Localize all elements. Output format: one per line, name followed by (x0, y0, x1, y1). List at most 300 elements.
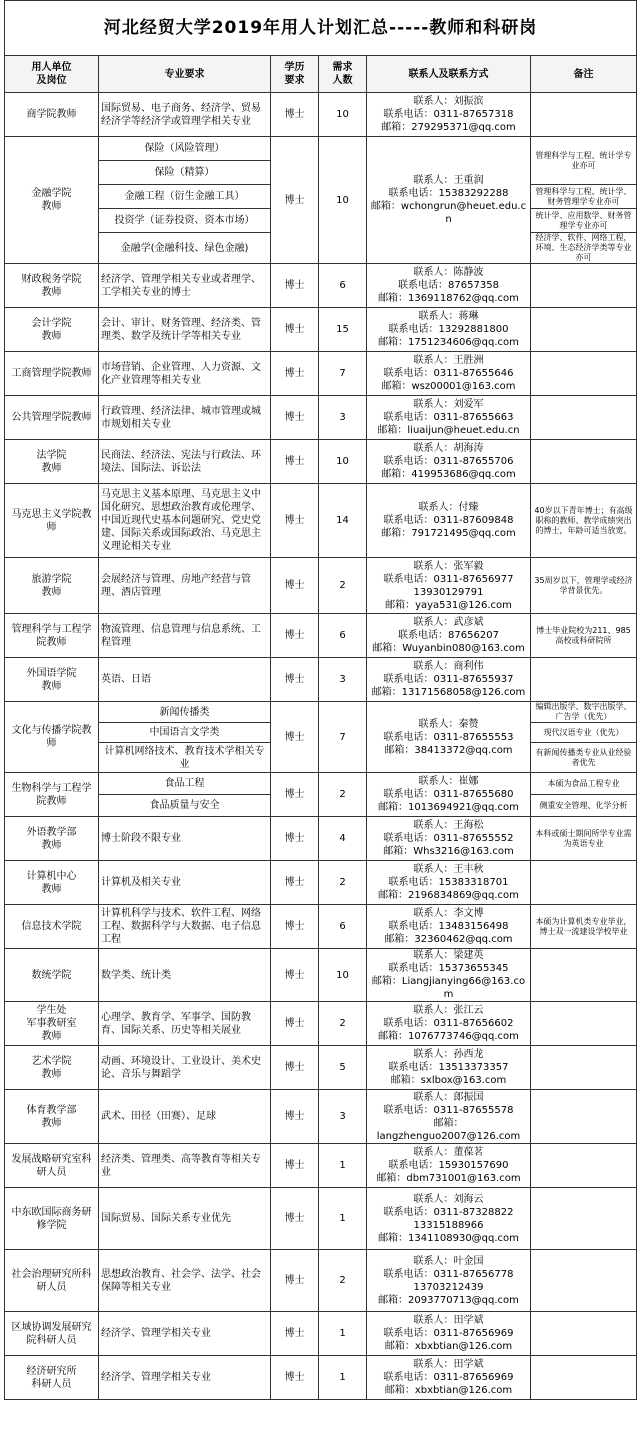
contact-cell (367, 1188, 531, 1250)
contact-line: 邮箱：279295371@qq.com (381, 122, 516, 133)
contact-cell (367, 861, 531, 905)
unit-line: 教师 (41, 586, 62, 598)
contact-line: 联系电话：0311-87655706 (383, 456, 514, 467)
table-row (5, 773, 637, 795)
degree-cell: 博士 (271, 1312, 319, 1356)
unit-line: 教师 (41, 680, 62, 692)
unit-cell (5, 308, 99, 352)
unit-line: 法学院 (36, 449, 67, 461)
degree-cell: 博士 (271, 817, 319, 861)
unit-line: 数统学院 (31, 969, 72, 981)
unit-line: 旅游学院 (31, 573, 72, 585)
header-degree-line: 学历 (284, 62, 305, 73)
contact-cell (367, 1144, 531, 1188)
contact-line: 联系电话：0311-87655937 (383, 674, 514, 685)
header-unit (5, 56, 99, 93)
major-cell (99, 264, 271, 308)
count-cell: 14 (319, 484, 367, 558)
note-line: 现代汉语专业（优先） (543, 727, 624, 737)
contact-line: 联系电话：0311-87655552 (383, 833, 514, 844)
table-row (5, 702, 637, 723)
count-cell: 2 (319, 1002, 367, 1046)
table-row (5, 558, 637, 614)
unit-cell (5, 484, 99, 558)
header-count (319, 56, 367, 93)
unit-cell (5, 949, 99, 1002)
count-cell: 1 (319, 1188, 367, 1250)
major-cell (99, 484, 271, 558)
major-line: 国际贸易、国际关系专业优先 (101, 1213, 231, 1224)
table-row (5, 1356, 637, 1400)
note-cell (531, 861, 637, 905)
contact-line: 联系人：田学斌 (413, 1315, 484, 1326)
note-line: 管理科学与工程、统计学专业亦可 (535, 150, 632, 170)
table-row (5, 1002, 637, 1046)
contact-line: 联系电话：13292881800 (388, 324, 509, 335)
unit-cell (5, 702, 99, 773)
degree-cell: 博士 (271, 308, 319, 352)
note-cell (531, 137, 637, 185)
count-cell: 10 (319, 93, 367, 137)
note-cell (531, 1002, 637, 1046)
contact-line: 邮箱：yaya531@126.com (385, 599, 512, 611)
unit-cell (5, 1188, 99, 1250)
contact-line: 邮箱：xbxbtian@126.com (384, 1341, 513, 1352)
major-line: 计算机及相关专业 (101, 877, 181, 888)
contact-line: 联系人：王重润 (413, 175, 484, 186)
note-cell (531, 1188, 637, 1250)
note-cell (531, 558, 637, 614)
note-cell (531, 352, 637, 396)
unit-line: 体育教学部 (26, 1104, 77, 1116)
major-line: 会计、审计、财务管理、经济类、管理类、数学及统计学等相关专业 (101, 317, 261, 342)
note-cell (531, 723, 637, 743)
contact-line: 邮箱：Wuyanbin080@163.com (372, 643, 525, 654)
contact-cell (367, 352, 531, 396)
note-line: 编辑出版学、数字出版学、广告学（优先） (535, 702, 632, 721)
major-cell (99, 558, 271, 614)
major-line: 保险（风险管理） (144, 143, 225, 154)
contact-cell (367, 949, 531, 1002)
major-line: 金融工程（衍生金融工具） (124, 191, 245, 202)
contact-line: 邮箱：xbxbtian@126.com (384, 1385, 513, 1396)
table-row (5, 905, 637, 949)
contact-line: 联系电话：0311-87655578 (383, 1104, 514, 1116)
note-cell (531, 1250, 637, 1312)
table-row (5, 861, 637, 905)
contact-line: 邮箱：wchongrun@heuet.edu.cn (370, 201, 527, 225)
note-cell (531, 1046, 637, 1090)
contact-line: 联系电话：15383292288 (388, 188, 509, 199)
major-cell (99, 1250, 271, 1312)
unit-line: 生物科学与工程学院教师 (11, 782, 92, 807)
unit-cell (5, 614, 99, 658)
degree-cell: 博士 (271, 264, 319, 308)
unit-line: 区域协调发展研究院科研人员 (11, 1321, 92, 1346)
header-unit-line: 及岗位 (36, 75, 67, 86)
contact-line: 联系电话：15373655345 (388, 963, 509, 974)
table-row (5, 264, 637, 308)
major-cell (99, 1002, 271, 1046)
unit-line: 会计学院 (31, 317, 72, 329)
contact-line: 联系人：董葆茗 (413, 1147, 484, 1158)
unit-cell (5, 352, 99, 396)
count-cell: 1 (319, 1144, 367, 1188)
contact-line: 联系电话：0311-87655553 (383, 731, 514, 743)
contact-line: 联系电话：0311-87656969 (383, 1372, 514, 1383)
note-cell (531, 614, 637, 658)
page-title: 河北经贸大学2019年用人计划汇总-----教师和科研岗 (5, 1, 637, 56)
degree-cell: 博士 (271, 352, 319, 396)
major-cell (99, 1144, 271, 1188)
unit-line: 计算机中心 (26, 870, 77, 882)
note-cell (531, 264, 637, 308)
major-line: 会展经济与管理、房地产经营与管理、酒店管理 (101, 573, 251, 598)
unit-line: 金融学院 (31, 188, 72, 199)
contact-line: 邮箱：38413372@qq.com (384, 744, 513, 756)
contact-cell (367, 93, 531, 137)
contact-line: 邮箱：2093770713@qq.com (378, 1294, 519, 1306)
major-cell (99, 308, 271, 352)
degree-cell: 博士 (271, 558, 319, 614)
major-line: 物流管理、信息管理与信息系统、工程管理 (101, 623, 261, 648)
contact-line: 邮箱：1076773746@qq.com (378, 1031, 519, 1042)
contact-line: langzhenguo2007@126.com (376, 1130, 521, 1142)
unit-line: 发展战略研究室科研人员 (11, 1153, 92, 1178)
table-row (5, 1188, 637, 1250)
table-row (5, 1090, 637, 1144)
contact-cell (367, 614, 531, 658)
unit-cell (5, 1356, 99, 1400)
count-cell: 2 (319, 861, 367, 905)
table-row (5, 1312, 637, 1356)
contact-line: 邮箱：liuaijun@heuet.edu.cn (377, 425, 520, 436)
note-cell (531, 308, 637, 352)
unit-line: 教师 (41, 1117, 62, 1129)
major-cell (99, 795, 271, 817)
count-cell: 7 (319, 702, 367, 773)
unit-line: 中东欧国际商务研修学院 (11, 1206, 92, 1231)
major-cell (99, 1356, 271, 1400)
note-cell (531, 185, 637, 209)
unit-line: 教师 (41, 1068, 62, 1080)
contact-line: 联系电话：0311-87655663 (383, 412, 514, 423)
contact-line: 邮箱：Whs3216@163.com (383, 846, 514, 857)
degree-cell: 博士 (271, 1188, 319, 1250)
contact-line: 邮箱：Liangjianying66@163.com (371, 976, 526, 1000)
note-cell (531, 396, 637, 440)
table-row (5, 817, 637, 861)
degree-cell: 博士 (271, 440, 319, 484)
major-cell (99, 352, 271, 396)
contact-line: 邮箱：dbm731001@163.com (376, 1173, 521, 1184)
major-cell (99, 1046, 271, 1090)
unit-line: 信息技术学院 (21, 921, 82, 932)
contact-line: 联系人：张军毅 (413, 560, 484, 572)
count-cell: 3 (319, 658, 367, 702)
major-cell (99, 723, 271, 743)
major-line: 数学类、统计类 (101, 969, 171, 981)
contact-line: 13315188966 (413, 1219, 484, 1231)
table-row (5, 484, 637, 558)
contact-cell (367, 137, 531, 264)
header-note: 备注 (531, 56, 637, 93)
unit-line: 公共管理学院教师 (11, 412, 92, 423)
table-row (5, 1250, 637, 1312)
degree-cell: 博士 (271, 773, 319, 817)
count-cell: 2 (319, 773, 367, 817)
major-cell (99, 161, 271, 185)
unit-cell (5, 1046, 99, 1090)
contact-line: 邮箱：32360462@qq.com (384, 934, 513, 945)
note-cell (531, 1090, 637, 1144)
unit-cell (5, 1250, 99, 1312)
unit-line: 文化与传播学院教师 (11, 725, 92, 749)
note-line: 40岁以下青年博士；有高级职称的教师、教学成绩突出的博士，年龄可适当放宽。 (534, 505, 633, 535)
contact-line: 联系人：崔娜 (418, 776, 479, 787)
note-cell (531, 743, 637, 773)
contact-line: 邮箱： (433, 1117, 464, 1129)
contact-line: 联系人：秦赞 (418, 718, 479, 730)
contact-cell (367, 484, 531, 558)
note-line: 侧重安全管理、化学分析 (539, 800, 628, 810)
unit-cell (5, 93, 99, 137)
note-cell (531, 209, 637, 233)
major-cell (99, 185, 271, 209)
unit-line: 艺术学院 (31, 1055, 72, 1067)
header-contact: 联系人及联系方式 (367, 56, 531, 93)
header-count-line: 需求 (332, 62, 353, 73)
count-cell: 3 (319, 396, 367, 440)
unit-line: 外语教学部 (26, 826, 77, 838)
note-line: 本硕为计算机类专业毕业，博士双一流建设学校毕业 (535, 916, 632, 936)
unit-cell (5, 137, 99, 264)
contact-line: 联系人：王海松 (413, 820, 484, 831)
unit-line: 教师 (41, 462, 62, 474)
contact-line: 联系人：蒋琳 (418, 311, 479, 322)
note-cell (531, 905, 637, 949)
header-major: 专业要求 (99, 56, 271, 93)
count-cell: 10 (319, 137, 367, 264)
major-cell (99, 743, 271, 773)
note-cell (531, 440, 637, 484)
contact-line: 联系人：郎振国 (413, 1091, 484, 1103)
unit-line: 科研人员 (31, 1378, 72, 1390)
contact-line: 联系电话：15930157690 (388, 1160, 509, 1171)
unit-line: 外国语学院 (26, 667, 77, 679)
contact-line: 联系人：梁建英 (413, 950, 484, 961)
major-cell (99, 949, 271, 1002)
header-unit-line: 用人单位 (31, 62, 72, 73)
major-cell (99, 209, 271, 233)
unit-line: 军事教研室 (26, 1018, 77, 1029)
note-line: 统计学、应用数学、财务管理学专业亦可 (535, 210, 632, 230)
contact-line: 邮箱：1369118762@qq.com (378, 293, 519, 304)
major-line: 马克思主义基本原理、马克思主义中国化研究、思想政治教育或伦理学、中国近现代史基本问题研究、党史党建、国际关系或国际政治、马克思主义理论相关专业 (101, 489, 261, 552)
major-line: 食品工程 (164, 778, 205, 789)
unit-cell (5, 558, 99, 614)
contact-cell (367, 1002, 531, 1046)
contact-cell (367, 1356, 531, 1400)
contact-line: 13930129791 (413, 586, 484, 598)
header-degree-line: 要求 (284, 75, 305, 86)
contact-line: 13703212439 (413, 1281, 484, 1293)
table-row (5, 352, 637, 396)
note-cell (531, 484, 637, 558)
major-line: 思想政治教育、社会学、法学、社会保障等相关专业 (101, 1268, 261, 1293)
unit-line: 马克思主义学院教师 (11, 508, 92, 533)
major-line: 新闻传播类 (159, 706, 210, 718)
unit-line: 经济研究所 (26, 1365, 77, 1377)
table-row (5, 308, 637, 352)
degree-cell: 博士 (271, 1250, 319, 1312)
table-row (5, 614, 637, 658)
major-cell (99, 233, 271, 264)
degree-cell: 博士 (271, 861, 319, 905)
major-line: 计算机科学与技术、软件工程、网络工程、数据科学与大数据、电子信息工程 (101, 908, 261, 945)
major-line: 博士阶段不限专业 (101, 833, 181, 844)
contact-line: 邮箱：2196834869@qq.com (378, 890, 519, 901)
contact-line: 联系电话：0311-87655680 (383, 789, 514, 800)
degree-cell: 博士 (271, 93, 319, 137)
major-cell (99, 93, 271, 137)
major-line: 动画、环境设计、工业设计、美术史论、音乐与舞蹈学 (101, 1055, 261, 1080)
major-cell (99, 614, 271, 658)
major-cell (99, 1188, 271, 1250)
count-cell: 1 (319, 1312, 367, 1356)
contact-line: 联系人：武彦斌 (413, 617, 484, 628)
major-cell (99, 817, 271, 861)
count-cell: 10 (319, 949, 367, 1002)
contact-line: 邮箱：1341108930@qq.com (378, 1232, 519, 1244)
contact-line: 联系电话：87657358 (398, 280, 499, 291)
contact-cell (367, 1046, 531, 1090)
degree-cell: 博士 (271, 484, 319, 558)
contact-cell (367, 1312, 531, 1356)
contact-line: 联系人：商利伟 (413, 661, 484, 672)
count-cell: 2 (319, 558, 367, 614)
major-cell (99, 702, 271, 723)
unit-line: 教师 (41, 330, 62, 342)
header-count-line: 人数 (332, 75, 353, 86)
major-line: 计算机网络技术、教育技术学相关专业 (104, 745, 265, 770)
note-line: 本硕为食品工程专业 (547, 778, 620, 788)
contact-cell (367, 1090, 531, 1144)
major-cell (99, 658, 271, 702)
unit-cell (5, 861, 99, 905)
contact-line: 联系电话：15383318701 (388, 877, 509, 888)
count-cell: 2 (319, 1250, 367, 1312)
table-row (5, 1046, 637, 1090)
unit-cell (5, 1312, 99, 1356)
count-cell: 3 (319, 1090, 367, 1144)
note-cell (531, 817, 637, 861)
unit-line: 学生处 (36, 1005, 67, 1016)
degree-cell: 博士 (271, 1046, 319, 1090)
major-cell (99, 773, 271, 795)
contact-line: 邮箱：sxlbox@163.com (390, 1075, 507, 1086)
note-cell (531, 1144, 637, 1188)
major-line: 国际贸易、电子商务、经济学、贸易经济学等经济学或管理学相关专业 (101, 102, 261, 127)
major-cell (99, 396, 271, 440)
major-line: 食品质量与安全 (149, 800, 220, 811)
major-line: 经济学、管理学相关专业 (101, 1372, 211, 1383)
title-row (5, 1, 637, 56)
note-line: 经济学、软件、网络工程，环境、生态经济学类等专业亦可 (535, 233, 632, 262)
table-row (5, 949, 637, 1002)
contact-cell (367, 905, 531, 949)
contact-line: 联系人：田学斌 (413, 1359, 484, 1370)
table-row (5, 137, 637, 161)
degree-cell: 博士 (271, 1356, 319, 1400)
major-line: 经济类、管理类、高等教育等相关专业 (101, 1153, 261, 1178)
unit-cell (5, 264, 99, 308)
major-line: 中国语言文学类 (149, 727, 220, 738)
contact-cell (367, 558, 531, 614)
note-cell (531, 949, 637, 1002)
contact-line: 联系电话：13513373357 (388, 1062, 509, 1073)
major-cell (99, 440, 271, 484)
contact-line: 联系电话：0311-87656602 (383, 1018, 514, 1029)
recruitment-table (4, 0, 637, 1400)
major-line: 投资学（证券投资、资本市场） (114, 215, 255, 226)
header-degree (271, 56, 319, 93)
count-cell: 1 (319, 1356, 367, 1400)
table-row (5, 658, 637, 702)
table-row (5, 440, 637, 484)
unit-line: 教师 (41, 883, 62, 895)
count-cell: 4 (319, 817, 367, 861)
contact-line: 联系人：王胜洲 (413, 355, 484, 366)
note-line: 35周岁以下，管理学或经济学背景优先。 (534, 575, 633, 595)
unit-line: 教师 (41, 839, 62, 851)
contact-cell (367, 658, 531, 702)
degree-cell: 博士 (271, 658, 319, 702)
major-cell (99, 905, 271, 949)
contact-cell (367, 1250, 531, 1312)
contact-line: 邮箱：1751234606@qq.com (378, 337, 519, 348)
contact-line: 联系电话：0311-87609848 (383, 515, 514, 526)
note-line: 博士毕业院校为211、985高校或科研院所 (536, 625, 631, 645)
contact-line: 联系人：陈静波 (413, 267, 484, 278)
contact-cell (367, 308, 531, 352)
contact-cell (367, 817, 531, 861)
note-cell (531, 233, 637, 264)
contact-line: 邮箱：1013694921@qq.com (378, 802, 519, 813)
note-cell (531, 1356, 637, 1400)
count-cell: 6 (319, 264, 367, 308)
degree-cell: 博士 (271, 905, 319, 949)
count-cell: 10 (319, 440, 367, 484)
major-cell (99, 1090, 271, 1144)
contact-line: 联系电话：87656207 (398, 630, 499, 641)
note-cell (531, 795, 637, 817)
contact-line: 联系人：付臻 (418, 502, 479, 513)
major-cell (99, 1312, 271, 1356)
note-line: 本科或硕士期间所学专业需为英语专业 (535, 828, 632, 848)
major-line: 心理学、教育学、军事学、国防教育、国际关系、历史等相关展业 (101, 1011, 251, 1036)
contact-line: 联系电话：0311-87655646 (383, 368, 514, 379)
degree-cell: 博士 (271, 1144, 319, 1188)
contact-line: 邮箱：wsz00001@163.com (381, 381, 516, 392)
unit-cell (5, 773, 99, 817)
degree-cell: 博士 (271, 702, 319, 773)
degree-cell: 博士 (271, 137, 319, 264)
unit-cell (5, 396, 99, 440)
contact-line: 联系电话：0311-87656778 (383, 1268, 514, 1280)
table-row (5, 396, 637, 440)
contact-line: 联系人：王丰秋 (413, 864, 484, 875)
